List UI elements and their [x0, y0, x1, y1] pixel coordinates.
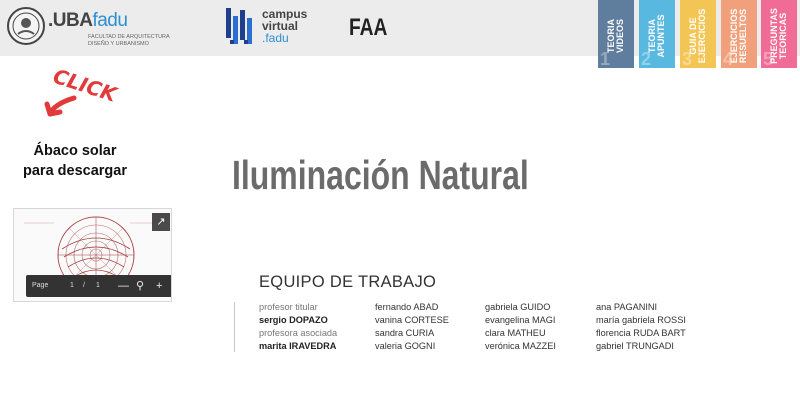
- team-member: sandra CURIA: [375, 328, 435, 338]
- team-member: gabriela GUIDO: [485, 302, 551, 312]
- tab-teoria-apuntes[interactable]: [639, 0, 675, 68]
- click-text: CLICK: [50, 64, 120, 107]
- abaco-title-line2: para descargar: [23, 163, 127, 179]
- tab-number: 5: [763, 49, 774, 68]
- team-role: profesora asociada: [259, 328, 338, 338]
- tab-number: 3: [682, 49, 693, 68]
- team-member: florencia RUDA BART: [596, 328, 686, 338]
- team-member: maría gabriela ROSSI: [596, 315, 686, 325]
- uba-seal-icon: [6, 6, 46, 46]
- current-page-input[interactable]: 1: [70, 282, 74, 289]
- team-role: profesor titular: [259, 302, 318, 312]
- tab-label: TEORIA VIDEOS: [606, 19, 625, 54]
- uba-fadu-logo[interactable]: [6, 4, 178, 50]
- team-column-1: [259, 301, 337, 353]
- tab-ejercicios-resueltos[interactable]: [721, 0, 757, 68]
- pdf-toolbar: [26, 275, 172, 297]
- faa-label: FAA: [349, 14, 388, 41]
- tab-guia-de-ejercicios[interactable]: [680, 0, 716, 68]
- team-member: vanina CORTESE: [375, 315, 449, 325]
- search-icon[interactable]: ⚲: [136, 280, 145, 292]
- team-member: sergio DOPAZO: [259, 315, 328, 325]
- team-column-4: [596, 301, 686, 353]
- total-pages: 1: [96, 282, 100, 289]
- team-member: evangelina MAGI: [485, 315, 556, 325]
- campus-virtual-text: [262, 8, 307, 44]
- popout-icon[interactable]: ↗: [152, 213, 170, 231]
- team-column-3: [485, 301, 556, 353]
- zoom-in-button[interactable]: +: [156, 280, 163, 292]
- uba-subtitle: FACULTAD DE ARQUITECTURA DISEÑO Y URBANISMO: [88, 34, 170, 47]
- page-label: Page: [32, 282, 49, 289]
- tab-number: 1: [600, 49, 611, 68]
- abaco-title-line1: Ábaco solar: [33, 143, 117, 159]
- fadu-text: .fadu: [262, 31, 289, 45]
- campus-virtual-mark-icon: [224, 6, 256, 48]
- virtual-text: virtual: [262, 19, 299, 33]
- tab-label: TEORIA APUNTES: [647, 14, 666, 58]
- click-graphic[interactable]: [44, 64, 124, 122]
- campus-virtual-logo[interactable]: [224, 6, 324, 50]
- team-divider: [234, 302, 235, 352]
- tab-label: EJERCICIOS RESUELTOS: [729, 8, 748, 64]
- page-title: Iluminación Natural: [232, 152, 529, 198]
- tab-label: GUIA DE EJERCICIOS: [688, 8, 707, 64]
- team-member: marita IRAVEDRA: [259, 341, 337, 351]
- team-member: clara MATHEU: [485, 328, 546, 338]
- tab-number: 2: [641, 49, 652, 68]
- team-member: verónica MAZZEI: [485, 341, 556, 351]
- team-member: ana PAGANINI: [596, 302, 658, 312]
- tab-number: 4: [723, 49, 734, 68]
- page-separator: /: [83, 282, 85, 289]
- campus-text: campus: [262, 7, 308, 21]
- tab-label: PREGUNTAS TEORICAS: [769, 8, 788, 64]
- uba-wordmark: .UBAfadu: [48, 10, 128, 31]
- tab-teoria-videos[interactable]: [598, 0, 634, 68]
- team-column-2: [375, 301, 449, 353]
- abaco-solar-title: [10, 141, 140, 181]
- tab-preguntas-teoricas[interactable]: [761, 0, 797, 68]
- team-member: valeria GOGNI: [375, 341, 436, 351]
- team-member: gabriel TRUNGADI: [596, 341, 674, 351]
- pdf-viewer[interactable]: [13, 208, 172, 302]
- zoom-out-button[interactable]: —: [118, 280, 129, 292]
- team-member: fernando ABAD: [375, 302, 439, 312]
- team-heading: EQUIPO DE TRABAJO: [259, 273, 437, 291]
- curved-arrow-icon: [47, 98, 74, 114]
